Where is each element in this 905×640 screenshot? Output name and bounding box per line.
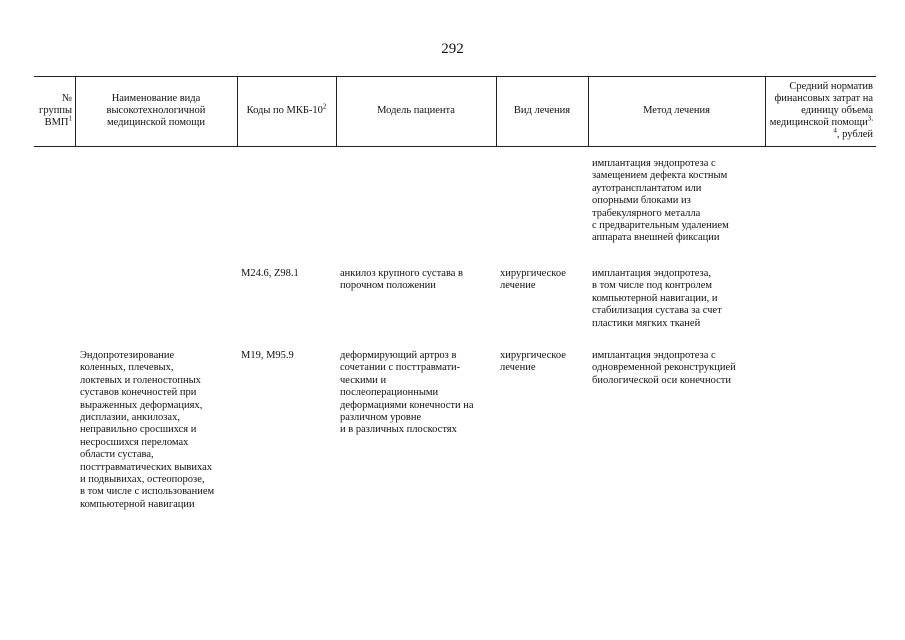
- header-group-number-footnote: 1: [68, 114, 72, 123]
- table-cell-treatment-method: имплантация эндопротеза с одновременной реконструкцией биологической оси конечности: [592, 350, 736, 386]
- header-treatment-type: [496, 76, 588, 146]
- header-cost-norm-footnote: 3, 4: [833, 114, 873, 135]
- header-icd-codes-text: Коды по МКБ-10: [246, 105, 323, 116]
- header-group-number-text: № группы ВМП: [39, 93, 72, 128]
- table-cell-icd-codes: M19, M95.9: [241, 350, 294, 361]
- page-number: 292: [441, 41, 464, 57]
- table-cell-care-type: Эндопротезирование коленных, плечевых, локтевых и голеностопных суставов конечностей при выраженных деформациях, дисплазии, анкилозах, неправильно сросшихся и несросшихся переломах области сустава, посттравматических вывихах и подвывихах, остеопорозе, в том числе с использованием компьютерной навигации: [80, 350, 215, 510]
- header-cost-norm: [765, 76, 876, 146]
- table-cell-icd-codes: M24.6, Z98.1: [241, 268, 299, 279]
- header-patient-model-text: Модель пациента: [377, 105, 455, 116]
- table-header-bottom-rule: [34, 146, 876, 147]
- table-cell-treatment-type: хирургическое лечение: [500, 268, 566, 292]
- header-cost-norm-text: Средний норматив финансовых затрат на единицу объема медицинской помощи: [769, 81, 873, 128]
- header-care-type-text: Наименование вида высокотехнологичной медицинской помощи: [106, 93, 206, 128]
- header-patient-model: [336, 76, 496, 146]
- table-cell-treatment-method: имплантация эндопротеза, в том числе под контролем компьютерной навигации, и стабилизация сустава за счет пластики мягких тканей: [592, 268, 722, 329]
- header-care-type: [75, 76, 237, 146]
- header-icd-codes-footnote: 2: [322, 102, 327, 111]
- header-cost-norm-suffix: , рублей: [836, 129, 873, 140]
- header-treatment-method-text: Метод лечения: [643, 105, 710, 116]
- table-cell-treatment-type: хирургическое лечение: [500, 350, 566, 374]
- header-treatment-method: [588, 76, 765, 146]
- header-group-number: [34, 76, 75, 146]
- table-cell-treatment-method: имплантация эндопротеза с замещением дефекта костным аутотрансплантатом или опорными блоками из трабекулярного металла с предварительным удалением аппарата внешней фиксации: [592, 158, 729, 244]
- table-cell-patient-model: анкилоз крупного сустава в порочном положении: [340, 268, 464, 292]
- header-treatment-type-text: Вид лечения: [513, 105, 571, 116]
- table-cell-patient-model: деформирующий артроз в сочетании с посттравмати- ческими и послеоперационными деформациями конечности на различном уровне и в различных плоскостях: [340, 350, 474, 436]
- header-icd-codes: [237, 76, 336, 146]
